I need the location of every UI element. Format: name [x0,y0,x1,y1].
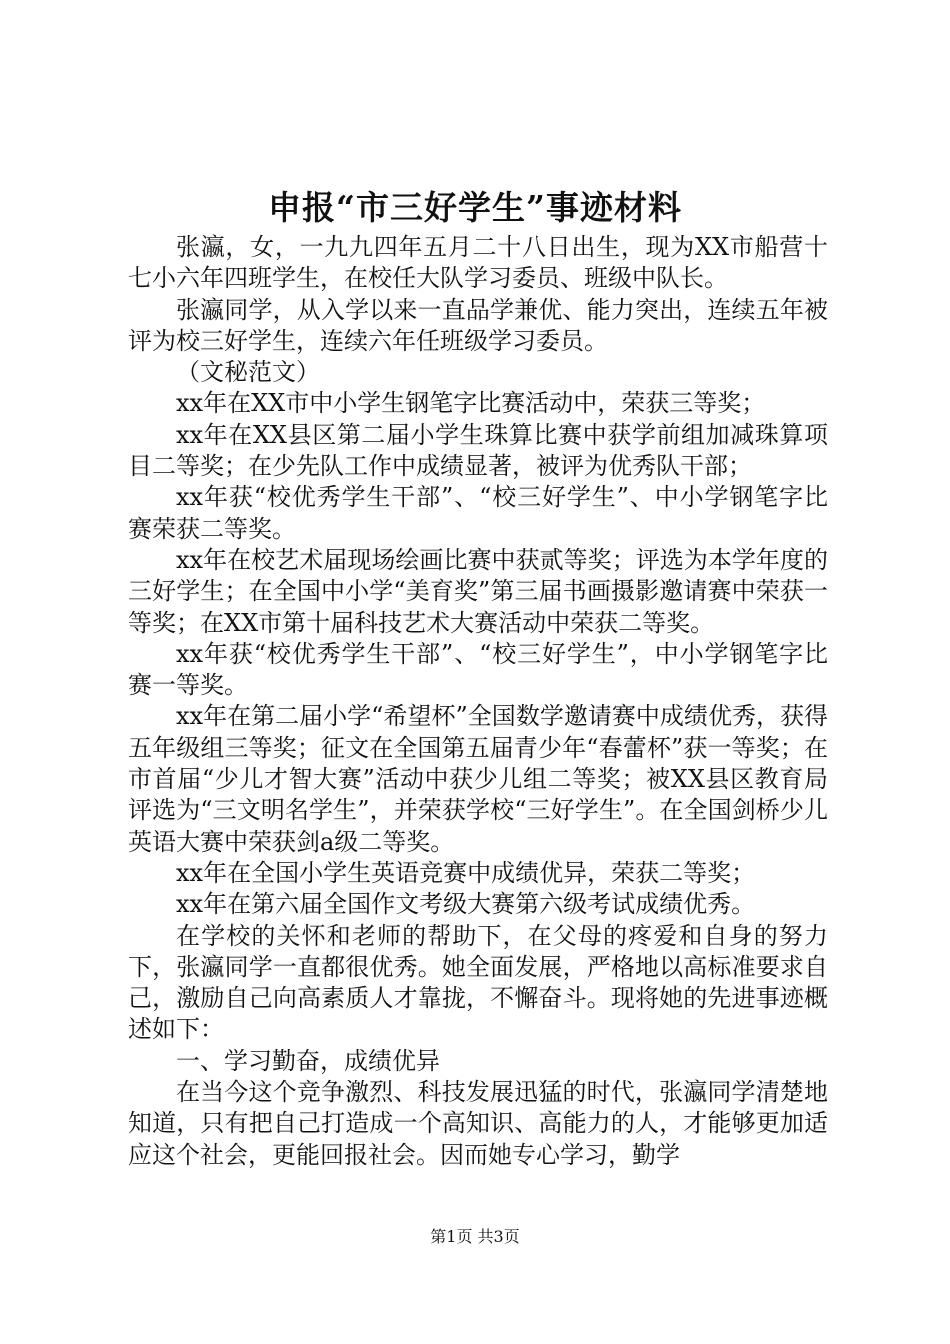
page-indicator: 第1页 共3页 [430,1227,520,1246]
paragraph: （文秘范文） [176,358,320,387]
paragraph: xx年在第二届小学“希望杯”全国数学邀请赛中成绩优秀，获得五年级组三等奖；征文在全国第五届青少年“春蕾杯”获一等奖；在市首届“少儿才智大赛”活动中获少儿组二等奖；被XX县区教育局评选为“三文明名学生”，并荣获学校“三好学生”。在全国剑桥少儿英语大赛中荣获剑a级二等奖。 [128,702,828,856]
paragraph: xx年在全国小学生英语竞赛中成绩优异，荣获二等奖； [176,858,756,887]
paragraph: 张瀛，女，一九九四年五月二十八日出生，现为XX市船营十七小六年四班学生，在校任大队学习委员、班级中队长。 [128,233,828,293]
paragraph: xx年获“校优秀学生干部”、“校三好学生”、中小学钢笔字比赛荣获二等奖。 [128,483,828,543]
document-body [128,232,828,1171]
paragraph: 张瀛同学，从入学以来一直品学兼优、能力突出，连续五年被评为校三好学生，连续六年任班级学习委员。 [128,295,828,355]
paragraph: xx年获“校优秀学生干部”、“校三好学生”，中小学钢笔字比赛一等奖。 [128,639,828,700]
paragraph: xx年在校艺术届现场绘画比赛中获贰等奖；评选为本学年度的三好学生；在全国中小学“美育奖”第三届书画摄影邀请赛中荣获一等奖；在XX市第十届科技艺术大赛活动中荣获二等奖。 [128,545,828,637]
section-heading: 一、学习勤奋，成绩优异 [176,1046,440,1075]
document-title: 申报“市三好学生”事迹材料 [268,188,682,227]
paragraph: xx年在XX市中小学生钢笔字比赛活动中，荣获三等奖； [176,389,766,418]
paragraph: xx年在XX县区第二届小学生珠算比赛中获学前组加减珠算项目二等奖；在少先队工作中成绩显著，被评为优秀队干部； [128,420,828,481]
paragraph: 在学校的关怀和老师的帮助下，在父母的疼爱和自身的努力下，张瀛同学一直都很优秀。她全面发展，严格地以高标准要求自己，激励自己向高素质人才靠拢，不懈奋斗。现将她的先进事迹概述如下： [128,921,828,1044]
paragraph: 在当今这个竞争激烈、科技发展迅猛的时代，张瀛同学清楚地知道，只有把自己打造成一个高知识、高能力的人，才能够更加适应这个社会，更能回报社会。因而她专心学习，勤学 [128,1078,828,1169]
paragraph: xx年在第六届全国作文考级大赛第六级考试成绩优秀。 [176,890,756,919]
